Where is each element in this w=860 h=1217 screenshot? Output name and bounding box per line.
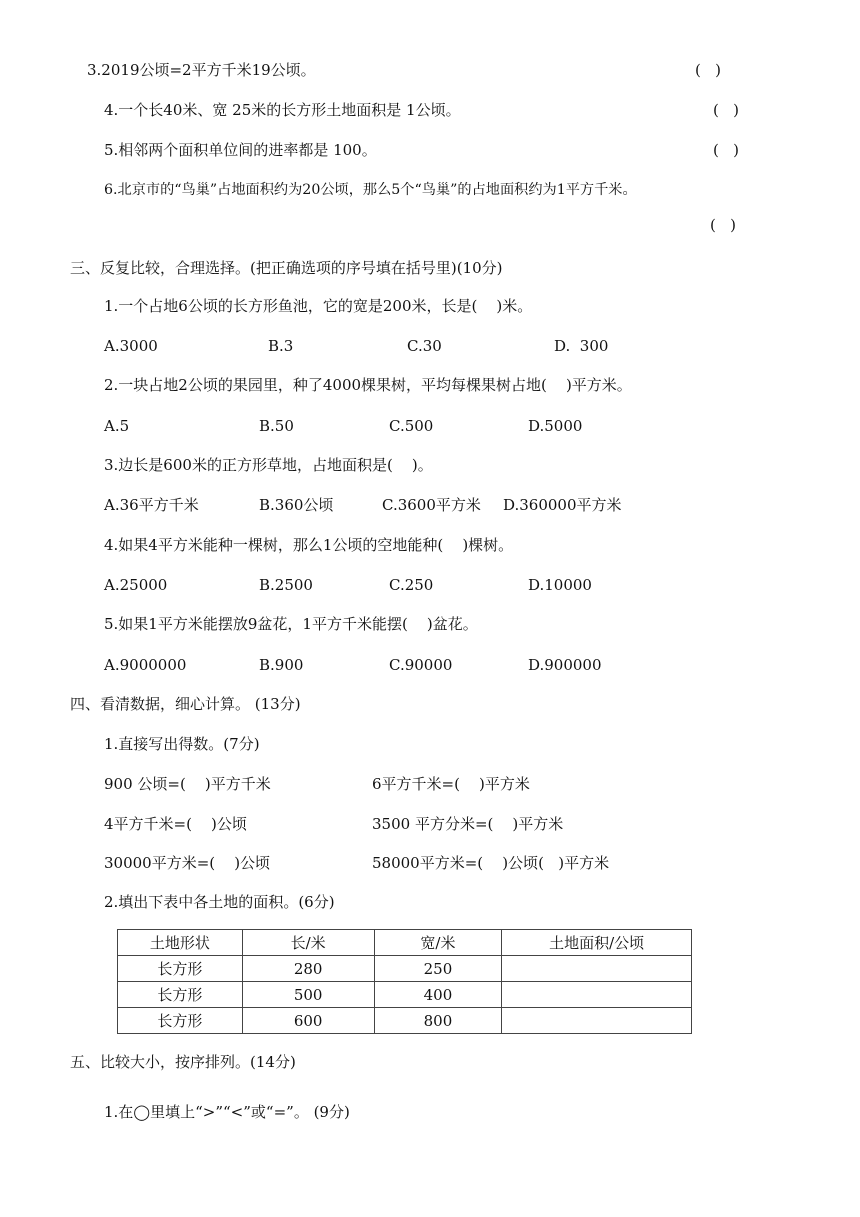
answer-paren-4[interactable]: ( ) — [713, 101, 740, 119]
cell-shape: 长方形 — [118, 1008, 243, 1034]
choice-question-5: 5.如果1平方米能摆放9盆花，1平方千米能摆( )盆花。 — [104, 615, 478, 633]
header-shape: 土地形状 — [118, 930, 243, 956]
answer-paren-5[interactable]: ( ) — [713, 141, 740, 159]
option-1a: A.3000 — [104, 337, 158, 355]
choice-question-1: 1.一个占地6公顷的长方形鱼池，它的宽是200米，长是( )米。 — [104, 297, 533, 315]
option-2c: C.500 — [389, 417, 434, 435]
judge-item-3: 3.2019公顷=2平方千米19公顷。 — [87, 61, 316, 79]
cell-length: 280 — [242, 956, 374, 982]
table-row — [118, 1008, 692, 1034]
cell-shape: 长方形 — [118, 982, 243, 1008]
choice-question-2: 2.一块占地2公顷的果园里，种了4000棵果树，平均每棵果树占地( )平方米。 — [104, 376, 632, 394]
cell-area-answer[interactable] — [502, 956, 692, 982]
calc-item-4: 3500 平方分米=( )平方米 — [372, 815, 564, 833]
cell-shape: 长方形 — [118, 956, 243, 982]
section3-title: 三、反复比较，合理选择。(把正确选项的序号填在括号里)(10分) — [70, 259, 503, 277]
option-1b: B.3 — [268, 337, 294, 355]
option-5d: D.900000 — [528, 656, 602, 674]
calc-item-5: 30000平方米=( )公顷 — [104, 854, 271, 872]
cell-width: 800 — [374, 1008, 502, 1034]
calc-item-2: 6平方千米=( )平方米 — [372, 775, 530, 793]
judge-item-6: 6.北京市的“鸟巢”占地面积约为20公顷，那么5个“鸟巢”的占地面积约为1平方千米。 — [104, 182, 637, 198]
cell-area-answer[interactable] — [502, 1008, 692, 1034]
option-3b: B.360公顷 — [259, 496, 334, 514]
cell-length: 500 — [242, 982, 374, 1008]
option-5b: B.900 — [259, 656, 304, 674]
option-3a: A.36平方千米 — [104, 496, 199, 514]
option-1d: D. 300 — [554, 337, 609, 355]
section4-title: 四、看清数据，细心计算。 (13分) — [70, 695, 301, 713]
option-4d: D.10000 — [528, 576, 592, 594]
calc-item-6: 58000平方米=( )公顷( )平方米 — [372, 854, 610, 872]
table-header-row — [118, 930, 692, 956]
choice-question-3: 3.边长是600米的正方形草地，占地面积是( )。 — [104, 456, 433, 474]
section5-title: 五、比较大小，按序排列。(14分) — [70, 1053, 296, 1071]
option-3c: C.3600平方米 — [382, 496, 481, 514]
option-2a: A.5 — [104, 417, 130, 435]
option-5a: A.9000000 — [104, 656, 187, 674]
option-1c: C.30 — [407, 337, 442, 355]
option-2b: B.50 — [259, 417, 294, 435]
answer-paren-6[interactable]: ( ) — [710, 216, 737, 234]
cell-width: 400 — [374, 982, 502, 1008]
section4-sub2: 2.填出下表中各土地的面积。(6分) — [104, 893, 335, 911]
header-length: 长/米 — [242, 930, 374, 956]
section4-sub1: 1.直接写出得数。(7分) — [104, 735, 260, 753]
calc-item-1: 900 公顷=( )平方千米 — [104, 775, 271, 793]
cell-length: 600 — [242, 1008, 374, 1034]
header-width: 宽/米 — [374, 930, 502, 956]
judge-item-4: 4.一个长40米、宽 25米的长方形土地面积是 1公顷。 — [104, 101, 461, 119]
cell-width: 250 — [374, 956, 502, 982]
table-row — [118, 982, 692, 1008]
choice-question-4: 4.如果4平方米能种一棵树，那么1公顷的空地能种( )棵树。 — [104, 536, 514, 554]
judge-item-5: 5.相邻两个面积单位间的进率都是 100。 — [104, 141, 377, 159]
option-4b: B.2500 — [259, 576, 313, 594]
option-3d: D.360000平方米 — [503, 496, 622, 514]
option-4c: C.250 — [389, 576, 434, 594]
section5-sub1: 1.在◯里填上“>”“<”或“=”。 (9分) — [104, 1103, 350, 1121]
land-area-table — [117, 929, 692, 1034]
option-5c: C.90000 — [389, 656, 453, 674]
calc-item-3: 4平方千米=( )公顷 — [104, 815, 247, 833]
cell-area-answer[interactable] — [502, 982, 692, 1008]
option-4a: A.25000 — [104, 576, 168, 594]
table-row — [118, 956, 692, 982]
header-area: 土地面积/公顷 — [502, 930, 692, 956]
option-2d: D.5000 — [528, 417, 583, 435]
answer-paren-3[interactable]: ( ) — [695, 61, 722, 79]
